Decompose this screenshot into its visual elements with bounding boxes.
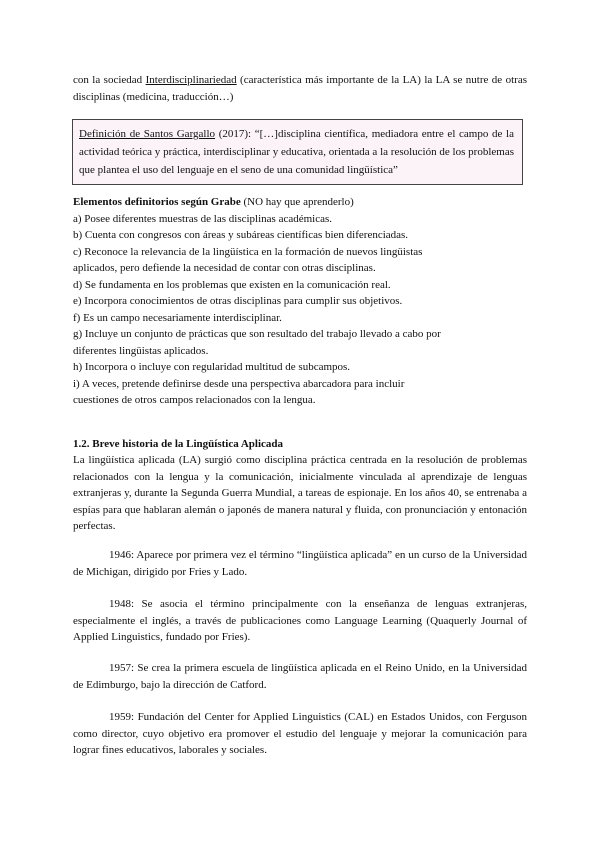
history-event-1959: 1959: Fundación del Center for Applied Linguistics (CAL) en Estados Unidos, con Ferguson como director, cuyo objetivo era promover el estudio del lenguaje y mejorar la comunicación para lograr fines educativos, laborales y sociales. [73,711,527,756]
definition-text: (2017): “[…]disciplina científica, mediadora entre el campo de la actividad teórica y práctica, interdisciplinar y educativa, orientada a la resolución de los problemas que plantea el uso del lenguaje en el seno de una comunidad lingüística” [79,128,514,176]
intro-text-2: (característica más importante de la LA) la LA se nutre de otras disciplinas (medicina, traducción…) [73,74,527,103]
history-intro: La lingüística aplicada (LA) surgió como disciplina práctica centrada en la resolución de problemas relacionados con la lengua y la comunicación, inicialmente vinculada al aprendizaje de lenguas extranjeras y, durante la Segunda Guerra Mundial, a tareas de espionaje. En los años 40, se entrenaba a espías para que hablaran alemán o japonés de manera natural y fluida, con pronunciación y entonación perfectas. [73,454,527,532]
interdisciplinarity-term: Interdisciplinariedad [145,74,237,86]
list-item: d) Se fundamenta en los problemas que existen en la comunicación real. [73,278,391,291]
list-item: h) Incorpora o incluye con regularidad multitud de subcampos. [73,361,351,373]
list-item: e) Incorpora conocimientos de otras disciplinas para cumplir sus objetivos. [73,295,403,307]
history-event-1946: 1946: Aparece por primera vez el término “lingüística aplicada” en un curso de la Universidad de Michigan, dirigido por Fries y Lado. [73,549,527,578]
definition-box [72,119,523,185]
history-event-1957: 1957: Se crea la primera escuela de lingüística aplicada en el Reino Unido, en la Universidad de Edimburgo, bajo la dirección de Catford. [73,662,527,691]
elements-heading-line [73,194,527,211]
elements-section [73,194,527,409]
elements-heading: Elementos definitorios según Grabe [73,196,241,208]
list-item: c) Reconoce la relevancia de la lingüística en la formación de nuevos lingüistas [73,245,423,258]
list-item: cuestiones de otros campos relacionados con la lengua. [73,394,316,406]
list-item: a) Posee diferentes muestras de las disciplinas académicas. [73,212,333,225]
intro-paragraph [73,72,527,105]
history-event-1948: 1948: Se asocia el término principalmente con la enseñanza de lenguas extranjeras, especialmente el inglés, a través de publicaciones como Language Learning (Quaquerly Journal of Applied Linguistics, fundado por Fries). [73,598,527,643]
history-heading: 1.2. Breve historia de la Lingüística Aplicada [73,438,284,450]
intro-text-1: con la sociedad [73,74,146,86]
definition-author: Definición de Santos Gargallo [79,128,216,140]
list-item: b) Cuenta con congresos con áreas y subáreas científicas bien diferenciadas. [73,229,409,241]
list-item: i) A veces, pretende definirse desde una perspectiva abarcadora para incluir [73,377,405,390]
list-item: aplicados, pero defiende la necesidad de contar con otras disciplinas. [73,262,376,274]
list-item: f) Es un campo necesariamente interdisciplinar. [73,311,282,324]
elements-note: (NO hay que aprenderlo) [240,196,354,208]
list-item: g) Incluye un conjunto de prácticas que son resultado del trabajo llevado a cabo por [73,328,441,340]
list-item: diferentes lingüistas aplicados. [73,344,209,357]
